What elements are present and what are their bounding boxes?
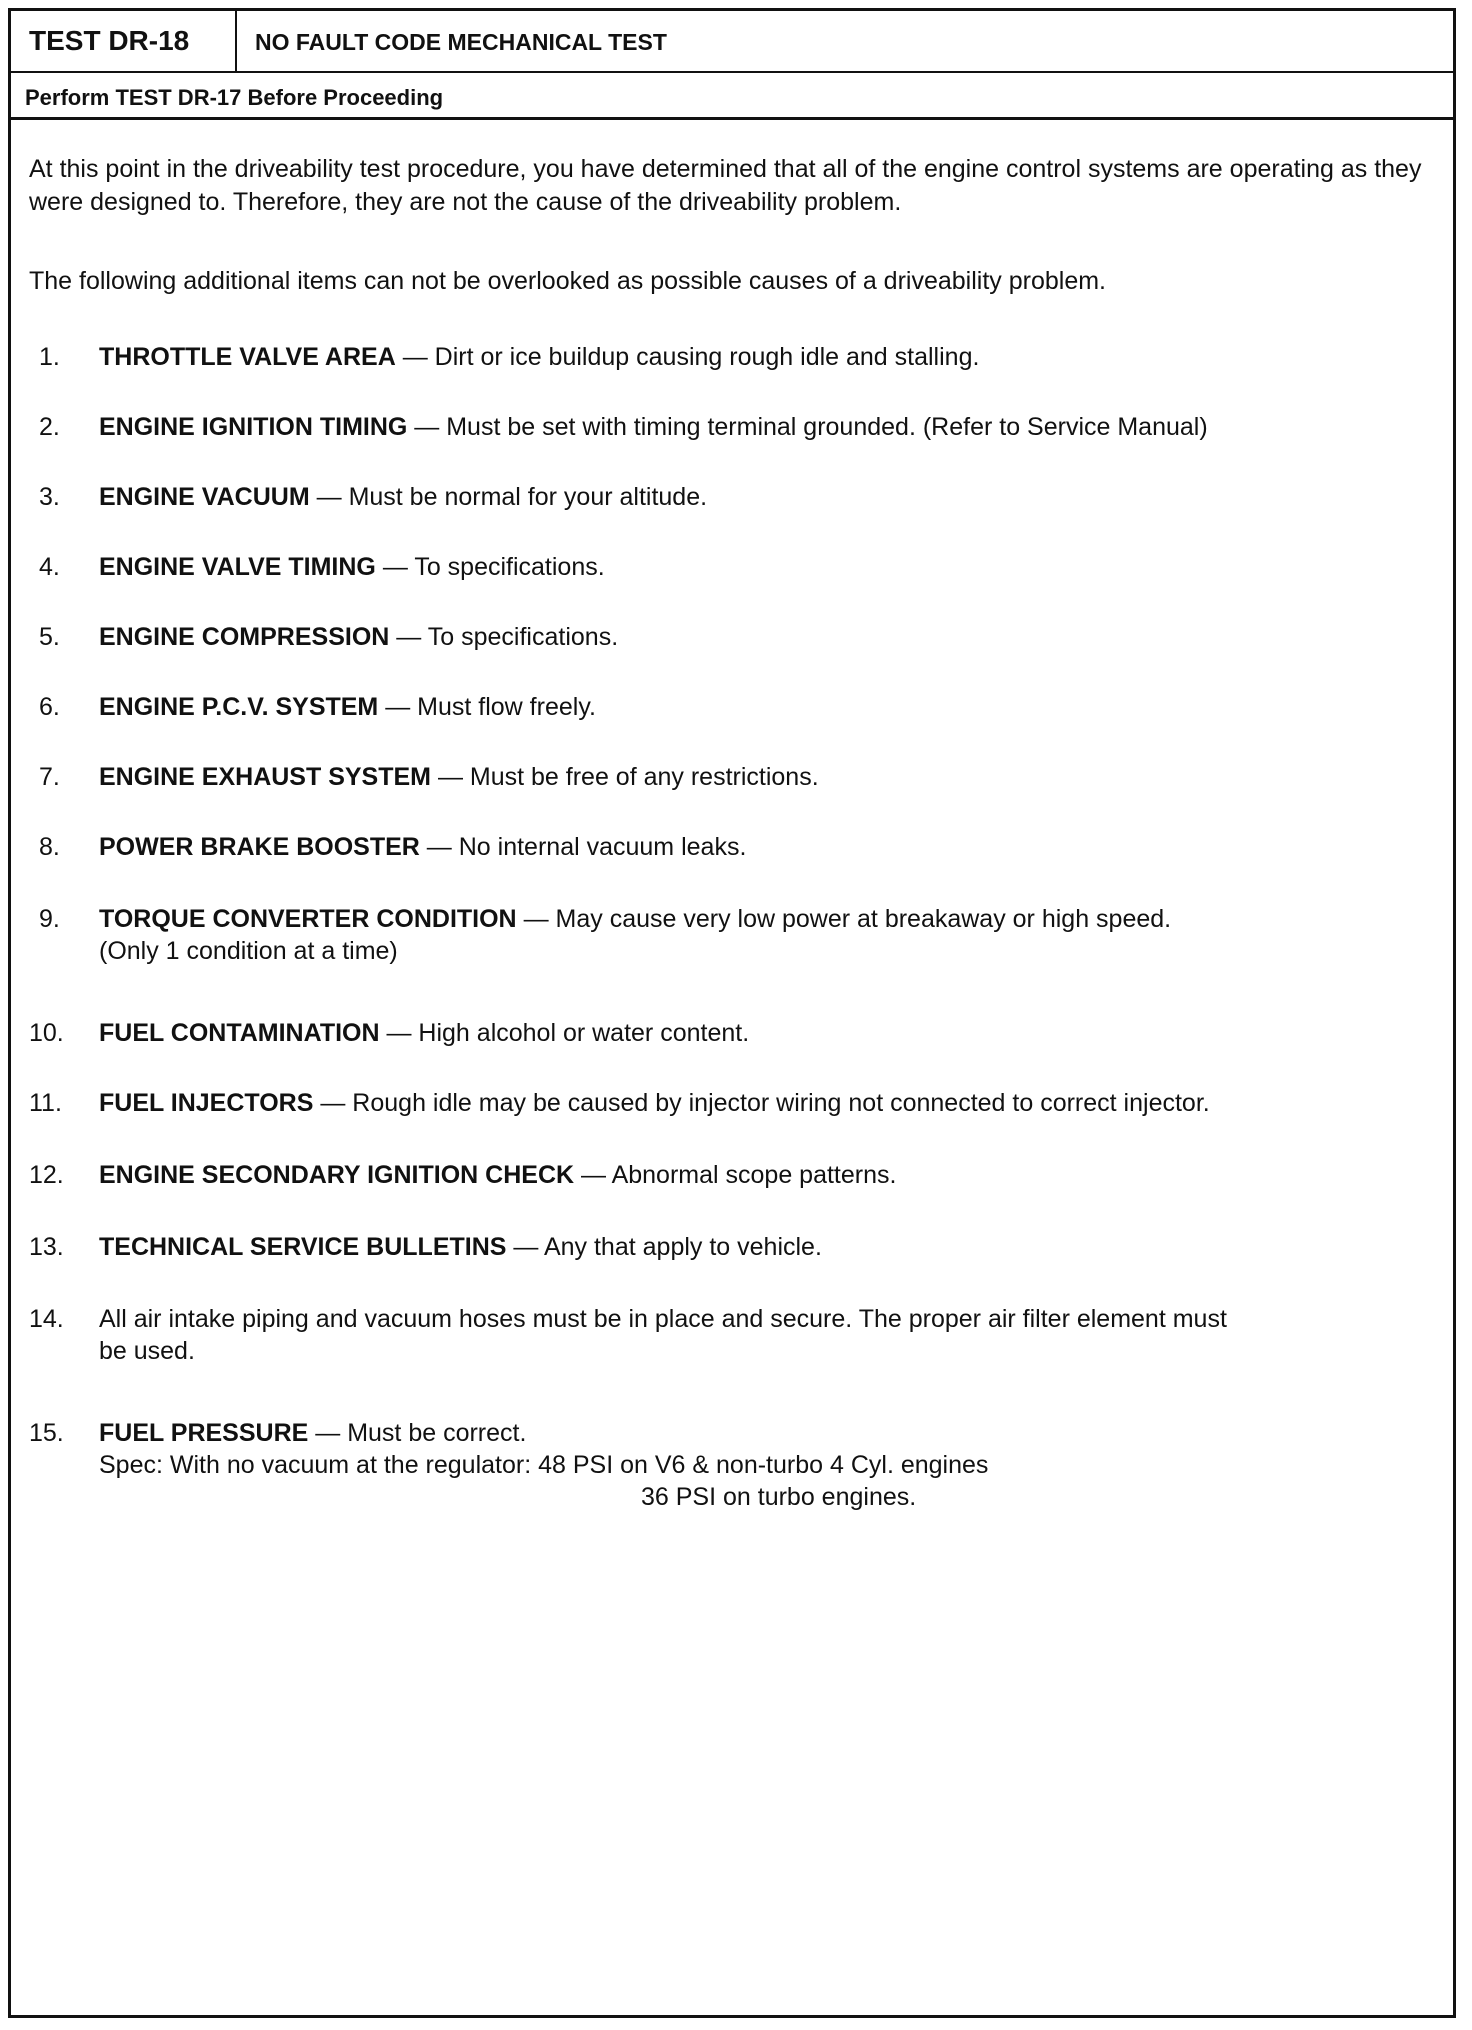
header-divider xyxy=(237,71,1453,73)
item-text-continued: (Only 1 condition at a time) xyxy=(99,937,398,965)
intro-paragraph: At this point in the driveability test procedure, you have determined that all of the engine control systems are operating as they were designed to. Therefore, they are not the cause of the driveability problem. xyxy=(29,155,1422,216)
fuel-spec-line-1: 48 PSI on V6 & non-turbo 4 Cyl. engines xyxy=(538,1451,989,1479)
item-text: — Abnormal scope patterns. xyxy=(574,1161,897,1189)
item-title: FUEL PRESSURE xyxy=(99,1419,309,1447)
section-divider xyxy=(11,117,1453,120)
item-number: 10. xyxy=(29,1019,64,1047)
item-title: ENGINE EXHAUST SYSTEM xyxy=(99,763,431,791)
item-number: 11. xyxy=(29,1089,62,1117)
item-number: 3. xyxy=(39,483,60,511)
item-text-continued: be used. xyxy=(99,1337,195,1365)
item-title: FUEL CONTAMINATION xyxy=(99,1019,380,1047)
item-text: — Must be correct. xyxy=(308,1419,527,1447)
intro-paragraph-2: The following additional items can not be overlooked as possible causes of a driveability problem. xyxy=(29,267,1106,295)
prerequisite-note: Perform TEST DR-17 Before Proceeding xyxy=(25,85,444,110)
item-text: — To specifications. xyxy=(375,553,605,581)
item-number: 1. xyxy=(39,343,60,371)
item-text: — To specifications. xyxy=(389,623,619,651)
item-text: — Any that apply to vehicle. xyxy=(506,1233,822,1261)
item-text: — Dirt or ice buildup causing rough idle and stalling. xyxy=(395,343,980,371)
test-sheet xyxy=(8,8,1456,2018)
item-number: 2. xyxy=(39,413,60,441)
item-number: 13. xyxy=(29,1233,64,1261)
item-title: POWER BRAKE BOOSTER xyxy=(99,833,420,861)
item-title: ENGINE VALVE TIMING xyxy=(99,553,376,581)
item-text: — Must flow freely. xyxy=(378,693,596,721)
item-title: ENGINE COMPRESSION xyxy=(99,623,390,651)
item-title: TECHNICAL SERVICE BULLETINS xyxy=(99,1233,507,1261)
item-text: — Must be set with timing terminal grounded. (Refer to Service Manual) xyxy=(407,413,1208,441)
item-number: 12. xyxy=(29,1161,64,1189)
item-number: 14. xyxy=(29,1305,64,1333)
item-number: 8. xyxy=(39,833,60,861)
item-title: ENGINE SECONDARY IGNITION CHECK xyxy=(99,1161,575,1189)
fuel-spec-label: Spec: With no vacuum at the regulator: xyxy=(99,1451,532,1479)
item-text: — Must be normal for your altitude. xyxy=(309,483,708,511)
item-title: ENGINE P.C.V. SYSTEM xyxy=(99,693,379,721)
item-number: 15. xyxy=(29,1419,64,1447)
test-title: NO FAULT CODE MECHANICAL TEST xyxy=(255,29,667,55)
item-number: 7. xyxy=(39,763,60,791)
test-id: TEST DR-18 xyxy=(11,11,237,73)
item-title: THROTTLE VALVE AREA xyxy=(99,343,396,371)
item-text: — May cause very low power at breakaway or high speed. xyxy=(516,905,1172,933)
item-number: 5. xyxy=(39,623,60,651)
item-title: ENGINE IGNITION TIMING xyxy=(99,413,408,441)
item-text: — Rough idle may be caused by injector wiring not connected to correct injector. xyxy=(313,1089,1210,1117)
item-number: 9. xyxy=(39,905,60,933)
item-number: 6. xyxy=(39,693,60,721)
item-text: — No internal vacuum leaks. xyxy=(419,833,747,861)
item-text: — Must be free of any restrictions. xyxy=(431,763,819,791)
fuel-spec-line-2: 36 PSI on turbo engines. xyxy=(641,1483,917,1511)
header xyxy=(11,11,1453,83)
item-text: All air intake piping and vacuum hoses must be in place and secure. The proper air filter element must xyxy=(99,1305,1227,1333)
item-title: ENGINE VACUUM xyxy=(99,483,310,511)
item-title: TORQUE CONVERTER CONDITION xyxy=(99,905,517,933)
item-text: — High alcohol or water content. xyxy=(379,1019,750,1047)
item-number: 4. xyxy=(39,553,60,581)
item-title: FUEL INJECTORS xyxy=(99,1089,314,1117)
